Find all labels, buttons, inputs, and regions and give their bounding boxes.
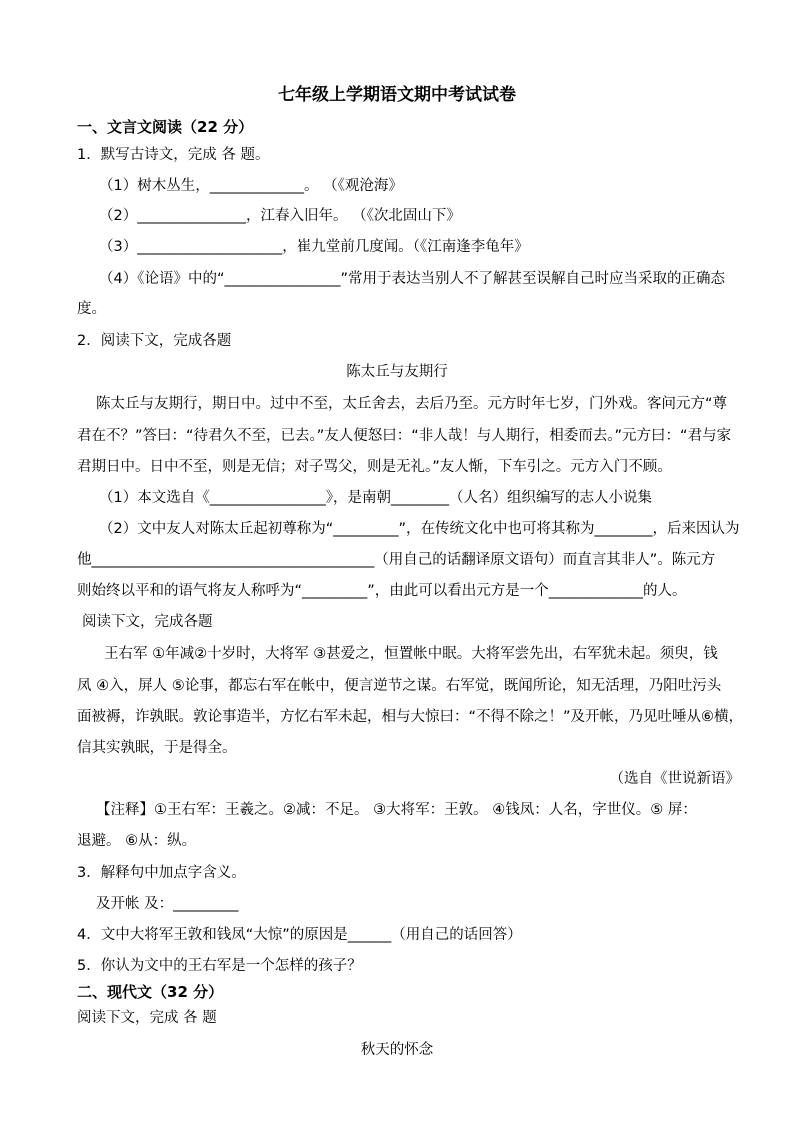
passage1-line-2: 君在不？”答曰：“待君久不至，已去。”友人便怒曰：“非人哉！与人期行，相委而去。”元方曰：“君与家 bbox=[77, 428, 732, 444]
passage2-intro: 阅读下文，完成各题 bbox=[82, 614, 213, 630]
q2-item-1: （1）本文选自《________________》，是南朝________（人名）组织编写的志人小说集 bbox=[99, 490, 652, 506]
q1-stem: 1．默写古诗文，完成 各 题。 bbox=[77, 147, 270, 163]
q4-stem: 4．文中大将军王敦和钱凤“大惊”的原因是______（用自己的话回答） bbox=[77, 927, 522, 943]
passage2-line-3: 面被褥，诈孰眠。敦论事造半，方忆右军未起，相与大惊曰：“不得不除之！”及开帐，乃见吐唾从⑥横， bbox=[77, 709, 744, 725]
passage3-title: 秋天的怀念 bbox=[360, 1042, 434, 1058]
passage2-line-1: 王右军 ①年减②十岁时，大将军 ③甚爱之，恒置帐中眠。大将军尝先出，右军犹未起。须臾，钱 bbox=[104, 646, 718, 662]
page-title: 七年级上学期语文期中考试试卷 bbox=[278, 85, 516, 105]
q2-item-2: （2）文中友人对陈太丘起初尊称为“_________”，在传统文化中也可将其称为________，后来因认为 bbox=[99, 521, 740, 537]
section2-intro: 阅读下文，完成 各 题 bbox=[77, 1010, 217, 1026]
q3-item: 及开帐 及：_________ bbox=[96, 896, 239, 912]
q1-item-4-cont: 度。 bbox=[77, 301, 106, 317]
passage1-line-3: 君期日中。日中不至，则是无信；对子骂父，则是无礼。”友人惭，下车引之。元方入门不顾。 bbox=[77, 459, 672, 475]
q2-item-2-cont-2: 则始终以平和的语气将友人称呼为“_________”，由此可以看出元方是一个_____________的人。 bbox=[77, 583, 687, 599]
q1-item-1: （1）树木丛生，_____________。 （《观沧海》 bbox=[99, 178, 403, 194]
q5-stem: 5．你认为文中的王右军是一个怎样的孩子？ bbox=[77, 958, 362, 974]
q2-item-2-cont-1: 他_______________________________________（用自己的话翻译原文语句）而直言其非人”。陈元方 bbox=[77, 552, 716, 568]
q1-item-2: （2）_______________，江春入旧年。 （《次北固山下》 bbox=[99, 208, 461, 224]
passage2-line-4: 信其实孰眠，于是得全。 bbox=[77, 740, 237, 756]
section1-heading: 一、文言文阅读（22 分） bbox=[77, 118, 254, 136]
passage2-source: （选自《世说新语》 bbox=[609, 771, 740, 787]
q1-item-4: （4）《论语》中的“________________”常用于表达当别人不了解甚至误解自己时应当采取的正确态 bbox=[99, 271, 725, 287]
notes-line-1: 【注释】①王右军：王羲之。②减：不足。 ③大将军：王敦。 ④钱凤：人名，字世仪。⑤ 屏： bbox=[96, 802, 697, 818]
q1-item-3: （3）____________________，崔九堂前几度闻。（《江南逢李龟年》 bbox=[99, 239, 529, 255]
section2-heading: 二、现代文（32 分） bbox=[77, 983, 224, 1001]
passage1-line-1: 陈太丘与友期行，期日中。过中不至，太丘舍去，去后乃至。元方时年七岁，门外戏。客问元方“尊 bbox=[96, 396, 728, 412]
q3-stem: 3．解释句中加点字含义。 bbox=[77, 865, 246, 881]
q2-stem: 2．阅读下文，完成各题 bbox=[77, 333, 232, 349]
passage1-title: 陈太丘与友期行 bbox=[346, 364, 448, 380]
passage2-line-2: 凤 ④入，屏人 ⑤论事，都忘右军在帐中，便言逆节之谋。右军觉，既闻所论，知无活理，乃阳吐污头 bbox=[77, 678, 722, 694]
notes-line-2: 退避。 ⑥从：纵。 bbox=[77, 833, 197, 849]
